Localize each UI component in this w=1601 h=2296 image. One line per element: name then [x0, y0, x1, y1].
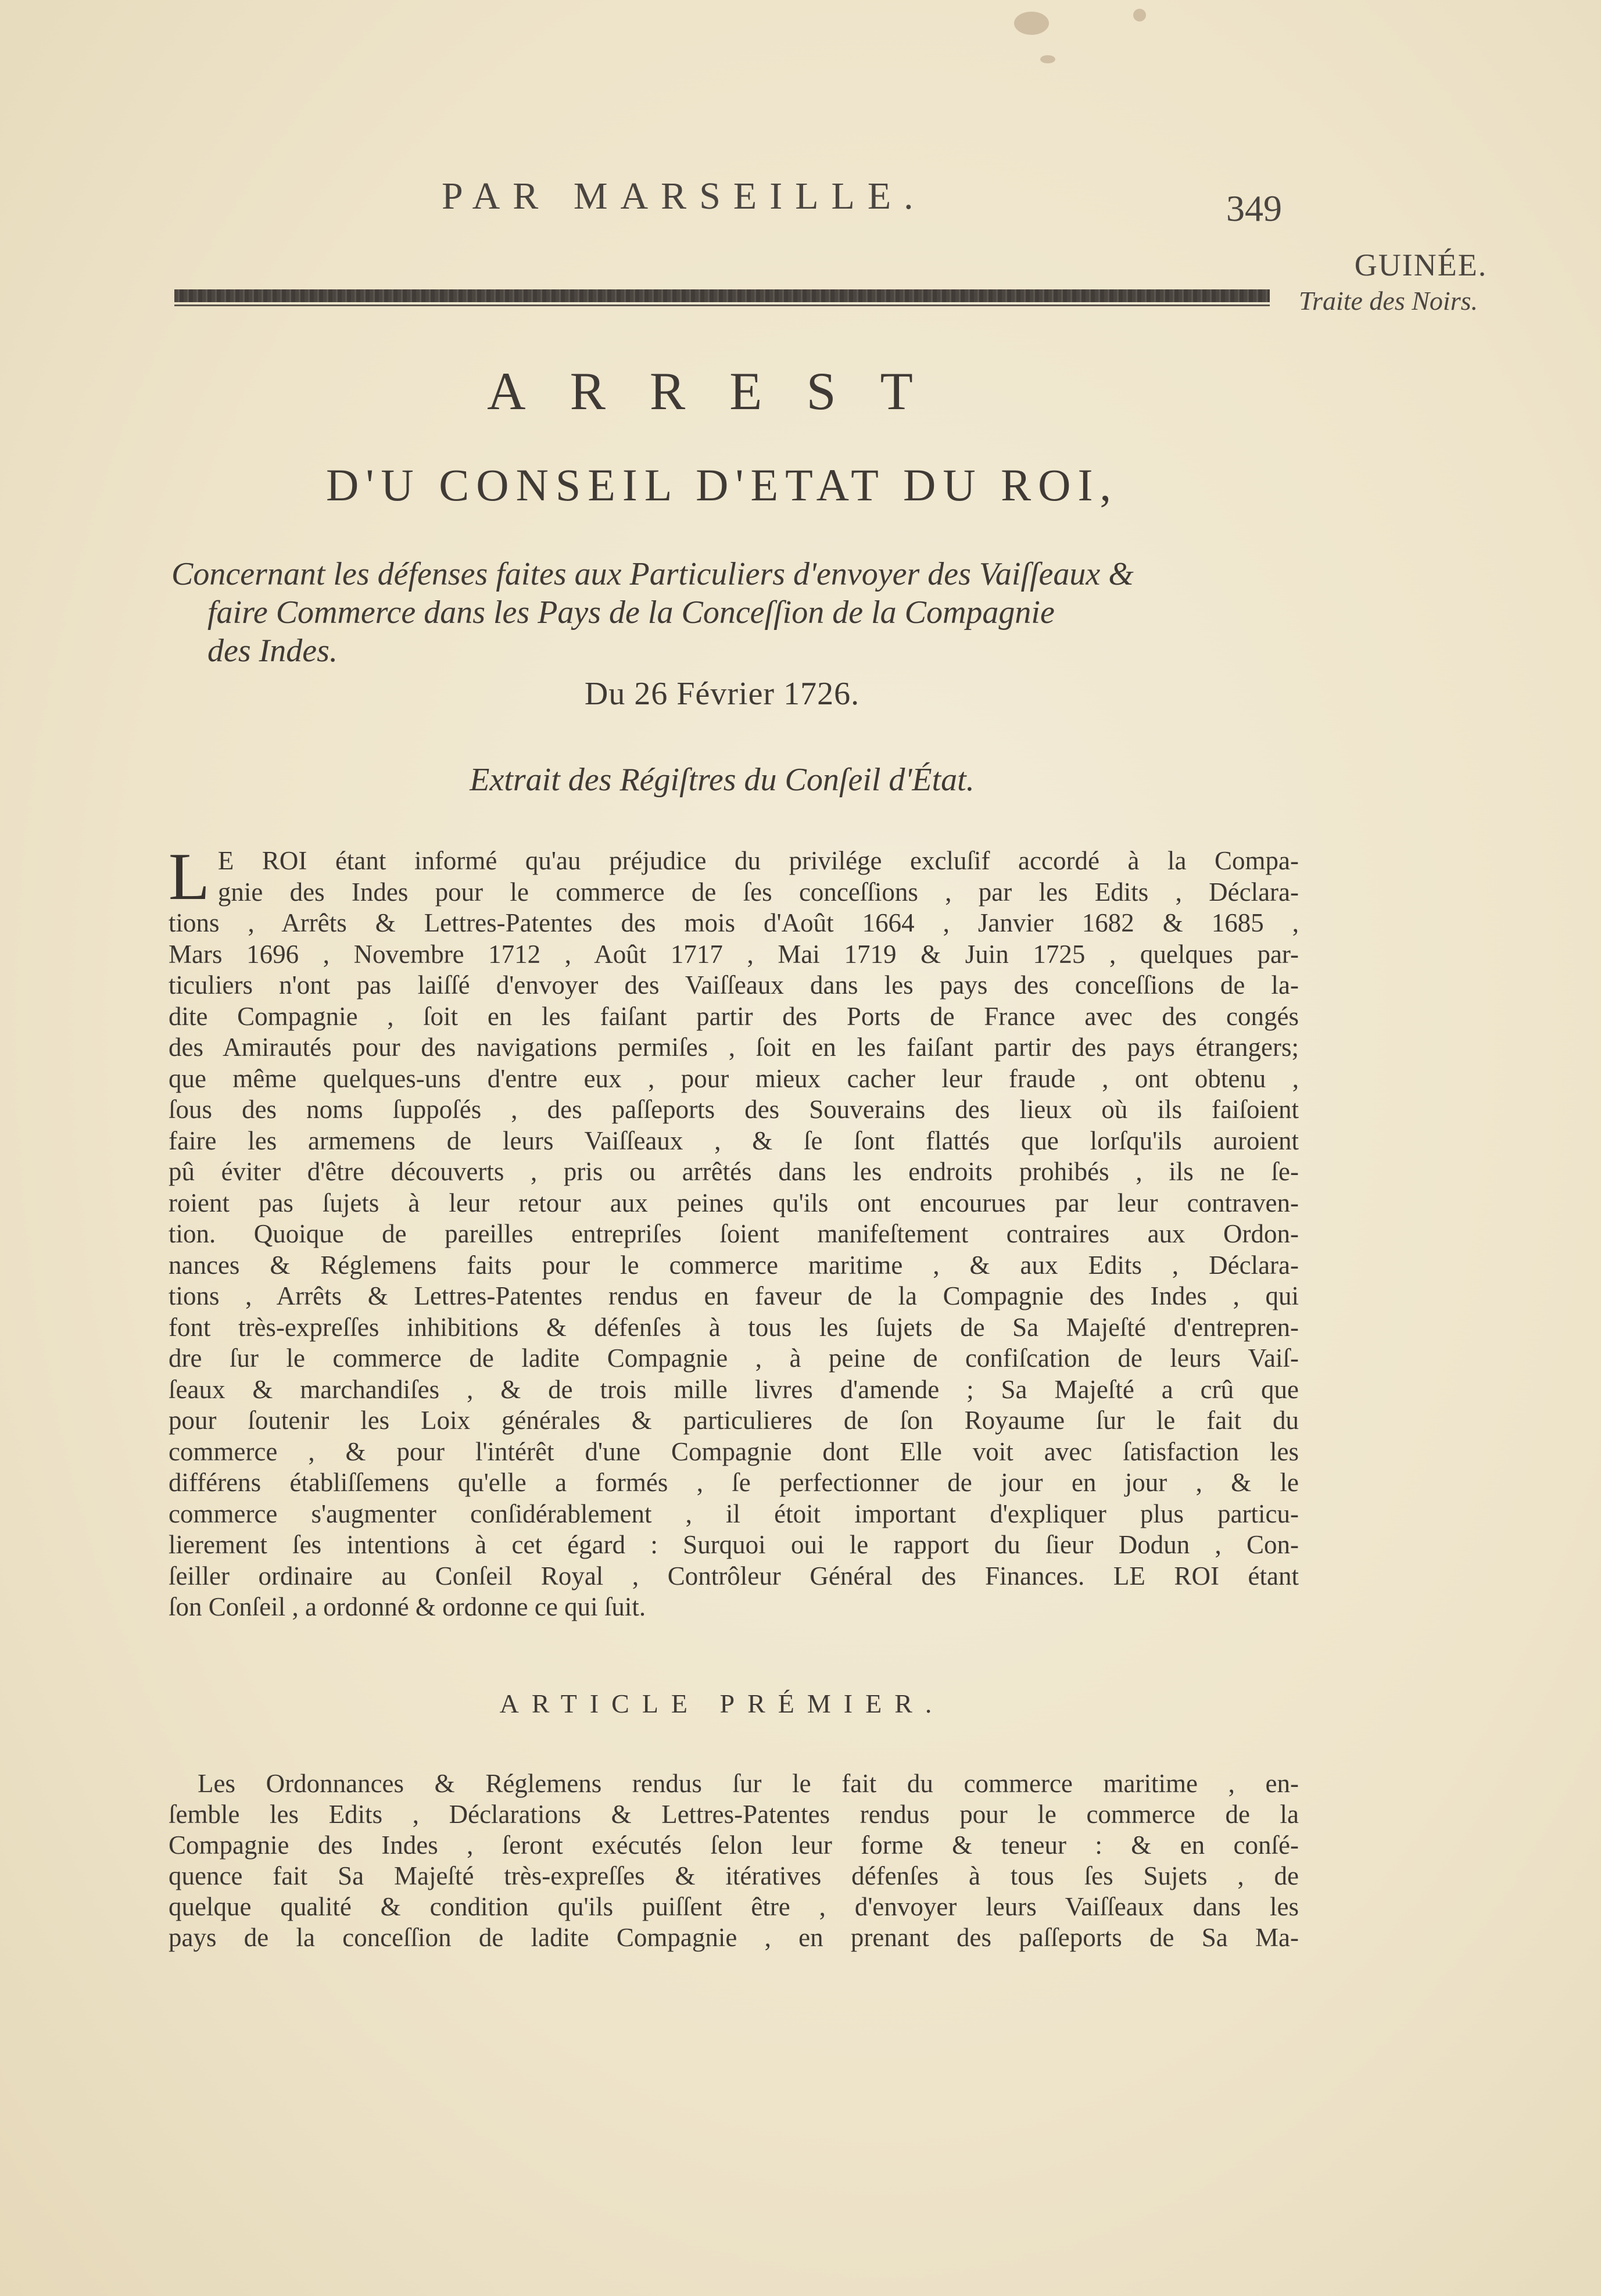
body-line: que même quelques-uns d'entre eux , pour mieux cacher leur fraude , ont obtenu , [169, 1063, 1299, 1093]
document-title: ARREST [487, 361, 957, 421]
body-line: commerce , & pour l'intérêt d'une Compagnie dont Elle voit avec ſatisfaction les [169, 1437, 1299, 1466]
document-subtitle: D'U CONSEIL D'ETAT DU ROI, [326, 460, 1118, 510]
body-line: nances & Réglemens faits pour le commerce maritime , & aux Edits , Déclara- [169, 1250, 1299, 1280]
margin-note-subject: Traite des Noirs. [1299, 286, 1478, 316]
body-line: ſous des noms ſuppoſés , des paſſeports des Souverains des lieux où ils faiſoient [169, 1095, 1299, 1124]
body-line: pour ſoutenir les Loix générales & particulieres de ſon Royaume ſur le fait du [169, 1406, 1299, 1435]
body-line: gnie des Indes pour le commerce de ſes conceſſions , par les Edits , Déclara- [217, 877, 1299, 907]
body-line: tions , Arrêts & Lettres-Patentes rendus en faveur de la Compagnie des Indes , qui [169, 1281, 1299, 1310]
paper-stain [1040, 55, 1055, 63]
page-number: 349 [1226, 188, 1282, 229]
body-line: ſon Conſeil , a ordonné & ordonne ce qui ſuit. [169, 1592, 646, 1621]
body-line: dite Compagnie , ſoit en les faiſant partir des Ports de France avec des congés [169, 1001, 1299, 1031]
date-line: Du 26 Février 1726. [584, 676, 860, 712]
body-line: faire les armemens de leurs Vaiſſeaux , & ſe ſont flattés que lorſqu'ils auroient [169, 1126, 1299, 1155]
body-line: tions , Arrêts & Lettres-Patentes des mois d'Août 1664 , Janvier 1682 & 1685 , [169, 908, 1299, 937]
article-line: quelque qualité & condition qu'ils puiſſent être , d'envoyer leurs Vaiſſeaux dans les [169, 1892, 1299, 1921]
article-line: quence fait Sa Majeſté très-expreſſes & itératives défenſes à tous ſes Sujets , de [169, 1861, 1299, 1890]
body-line: ſeaux & marchandiſes , & de trois mille livres d'amende ; Sa Majeſté a crû que [169, 1374, 1299, 1404]
concerning-paragraph [171, 555, 1293, 670]
drop-cap: L [169, 840, 210, 914]
body-line: Mars 1696 , Novembre 1712 , Août 1717 , Mai 1719 & Juin 1725 , quelques par- [169, 939, 1299, 969]
concerning-line: Concernant les défenses faites aux Particuliers d'envoyer des Vaiſſeaux & [171, 556, 1134, 592]
margin-note [1299, 247, 1520, 316]
body-line: tion. Quoique de pareilles entrepriſes ſoient manifeſtement contraires aux Ordon- [169, 1219, 1299, 1248]
body-line: pû éviter d'être découverts , pris ou arrêtés dans les endroits prohibés , ils ne ſe- [169, 1157, 1299, 1186]
paper-stain [1133, 9, 1146, 22]
article-line: pays de la conceſſion de ladite Compagnie , en prenant des paſſeports de Sa Ma- [169, 1923, 1299, 1952]
body-line: roient pas ſujets à leur retour aux peines qu'ils ont encourues par leur contraven- [169, 1188, 1299, 1217]
body-line: E ROI étant informé qu'au préjudice du privilége excluſif accordé à la Compa- [217, 846, 1299, 875]
body-line: ticuliers n'ont pas laiſſé d'envoyer des Vaiſſeaux dans les pays des conceſſions de la- [169, 970, 1299, 1000]
body-line: commerce s'augmenter conſidérablement , il étoit important d'expliquer plus particu- [169, 1499, 1299, 1528]
ornamental-rule [174, 289, 1270, 302]
article-body [169, 1768, 1299, 1953]
margin-note-region: GUINÉE. [1354, 248, 1488, 282]
article-heading: ARTICLE PRÉMIER. [499, 1689, 945, 1718]
article-line: ſemble les Edits , Déclarations & Lettres-Patentes rendus pour le commerce de la [169, 1800, 1299, 1829]
body-line: différens établiſſemens qu'elle a formés , ſe perfectionner de jour en jour , & le [169, 1468, 1299, 1497]
body-line: lierement ſes intentions à cet égard : Surquoi oui le rapport du ſieur Dodun , Con- [169, 1530, 1299, 1559]
running-head: PAR MARSEILLE. [442, 175, 926, 217]
article-line: Les Ordonnances & Réglemens rendus ſur le fait du commerce maritime , en- [198, 1769, 1299, 1798]
article-line: Compagnie des Indes , ſeront exécutés ſelon leur forme & teneur : & en conſé- [169, 1831, 1299, 1860]
body-line: des Amirautés pour des navigations permiſes , ſoit en les faiſant partir des pays étrangers; [169, 1033, 1299, 1062]
body-line: font très-expreſſes inhibitions & défenſes à tous les ſujets de Sa Majeſté d'entrepren- [169, 1312, 1299, 1342]
body-line: dre ſur le commerce de ladite Compagnie , à peine de confiſcation de leurs Vaiſ- [169, 1344, 1299, 1373]
body-line: ſeiller ordinaire au Conſeil Royal , Contrôleur Général des Finances. LE ROI étant [169, 1561, 1299, 1591]
concerning-line: faire Commerce dans les Pays de la Conceſſion de la Compagnie [207, 594, 1055, 631]
concerning-line: des Indes. [207, 633, 338, 669]
decree-body [169, 840, 1299, 1623]
paper-stain [1014, 12, 1049, 35]
extract-heading: Extrait des Régiſtres du Conſeil d'État. [470, 762, 975, 798]
